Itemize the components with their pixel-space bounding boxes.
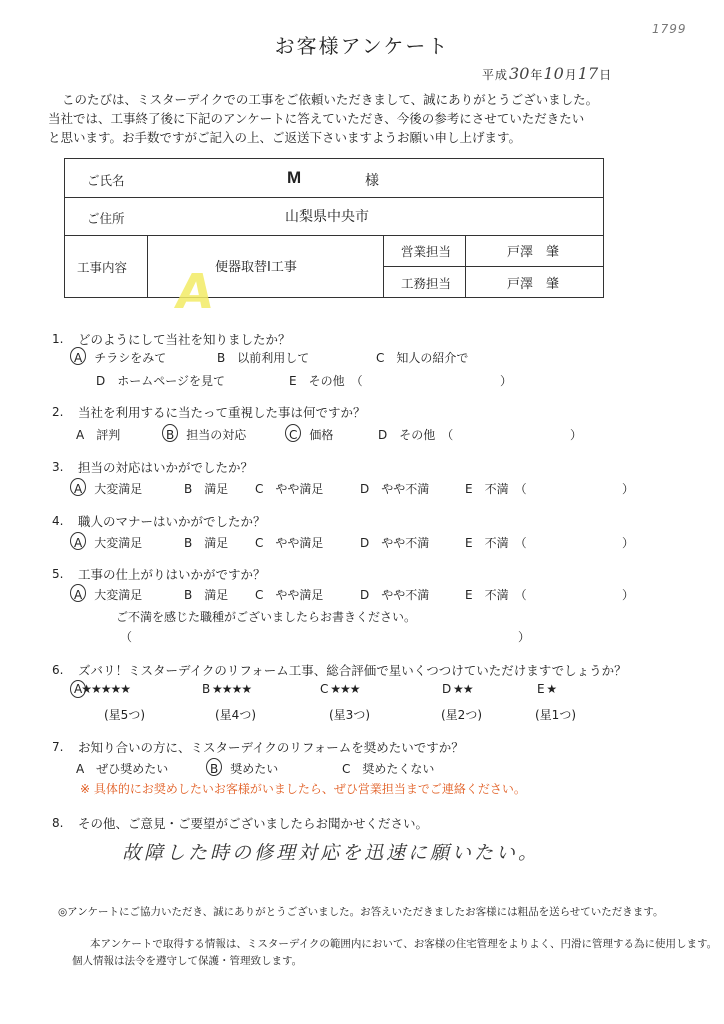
q5-option-d[interactable]: D やや不満 <box>360 588 430 602</box>
q1-option-b[interactable]: B 以前利用して <box>217 351 310 365</box>
q6-option-a[interactable]: A★★★★★ <box>74 682 130 696</box>
question-number: 2. <box>52 405 64 419</box>
customer-name: M <box>287 168 302 187</box>
question-number: 5. <box>52 567 64 581</box>
question-2-text: 当社を利用するに当たって重視した事は何ですか？ <box>78 405 366 420</box>
q4-option-e-close: ） <box>622 536 635 550</box>
name-suffix: 様 <box>365 173 379 189</box>
q5-sub-question: ご不満を感じた職種がございましたらお書きください。 <box>116 610 417 624</box>
works-rep: 戸澤 肇 <box>507 277 560 292</box>
q3-option-c[interactable]: C やや満足 <box>255 482 324 496</box>
q4-option-b[interactable]: B 満足 <box>184 536 229 550</box>
work-content: 便器取替I工事 <box>215 260 297 275</box>
q4-option-a[interactable]: A 大変満足 <box>74 536 143 550</box>
q8-handwritten-answer: 故障した時の修理対応を迅速に願いたい。 <box>122 842 541 864</box>
question-number: 4. <box>52 514 64 528</box>
survey-date <box>482 64 611 83</box>
intro-line: 当社では、工事終了後に下記のアンケートに答えていただき、今後の参考にさせていただきたい <box>48 111 585 126</box>
q7-option-a[interactable]: A ぜひ奨めたい <box>76 762 169 776</box>
q6-caption: (星2つ) <box>441 708 482 722</box>
q3-option-a[interactable]: A 大変満足 <box>74 482 143 496</box>
q7-note: ※ 具体的にお奨めしたいお客様がいましたら、ぜひ営業担当までご連絡ください。 <box>80 782 526 796</box>
q4-option-d[interactable]: D やや不満 <box>360 536 430 550</box>
page-number: 1799 <box>652 22 687 36</box>
question-4-text: 職人のマナーはいかがでしたか？ <box>78 514 266 529</box>
q6-option-c[interactable]: C ★★★ <box>320 682 360 696</box>
q6-caption: (星3つ) <box>329 708 370 722</box>
q3-option-d[interactable]: D やや不満 <box>360 482 430 496</box>
question-number: 7. <box>52 740 64 754</box>
q3-option-e-close: ） <box>622 482 635 496</box>
date-month: 10 <box>543 64 564 83</box>
question-6-text: ズバリ！ミスターデイクのリフォーム工事、総合評価で星いくつつけていただけますでしょうか？ <box>78 663 627 678</box>
q6-caption: (星5つ) <box>104 708 145 722</box>
q1-option-e[interactable]: E その他 （ <box>289 374 363 388</box>
q6-caption: (星1つ) <box>535 708 576 722</box>
q7-option-b[interactable]: B 奨めたい <box>210 762 279 776</box>
intro-line: と思います。お手数ですがご記入の上、ご返送下さいますようお願い申し上げます。 <box>48 130 522 145</box>
works-label: 工務担当 <box>401 276 452 291</box>
q4-option-c[interactable]: C やや満足 <box>255 536 324 550</box>
question-number: 3. <box>52 460 64 474</box>
q1-option-d[interactable]: D ホームページを見て <box>96 374 226 388</box>
date-year: 30 <box>509 64 530 83</box>
q2-option-d-close: ） <box>570 428 583 442</box>
date-year-label: 年 <box>530 68 543 82</box>
work-label: 工事内容 <box>77 260 128 275</box>
q1-option-a[interactable]: A チラシをみて <box>74 351 167 365</box>
date-day: 17 <box>577 64 599 83</box>
q3-option-b[interactable]: B 満足 <box>184 482 229 496</box>
question-number: 1. <box>52 332 64 346</box>
date-month-label: 月 <box>564 68 577 82</box>
question-7-text: お知り合いの方に、ミスターデイクのリフォームを奨めたいですか？ <box>78 740 464 755</box>
q6-option-b[interactable]: B ★★★★ <box>202 682 252 696</box>
footer-privacy: 本アンケートで取得する情報は、ミスターデイクの範囲内において、お客様の住宅管理をよりよく、円滑に管理する為に使用します。 <box>90 938 718 950</box>
footer-thanks: ◎アンケートにご協力いただき、誠にありがとうございました。お答えいただきましたお客様には粗品を送らせていただきます。 <box>58 906 664 918</box>
q5-sub-close: ） <box>518 630 531 644</box>
address-label: ご住所 <box>87 211 125 226</box>
highlighter-mark: A <box>172 264 218 320</box>
q2-option-b[interactable]: B 担当の対応 <box>166 428 247 442</box>
question-3-text: 担当の対応はいかがでしたか？ <box>78 460 254 475</box>
name-label: ご氏名 <box>87 173 125 188</box>
intro-text <box>48 90 678 147</box>
q5-option-a[interactable]: A 大変満足 <box>74 588 143 602</box>
q2-option-c[interactable]: C 価格 <box>289 428 334 442</box>
q6-option-d[interactable]: D ★★ <box>442 682 473 696</box>
question-8-text: その他、ご意見・ご要望がございましたらお聞かせください。 <box>78 816 429 831</box>
customer-address: 山梨県中央市 <box>285 209 369 225</box>
sales-rep: 戸澤 肇 <box>507 245 560 260</box>
question-1-text: どのようにして当社を知りましたか？ <box>78 332 291 347</box>
q1-option-c[interactable]: C 知人の紹介で <box>376 351 469 365</box>
sales-label: 営業担当 <box>401 244 452 259</box>
q3-option-e[interactable]: E 不満 （ <box>465 482 527 496</box>
customer-info-table <box>64 158 604 298</box>
question-number: 6. <box>52 663 64 677</box>
q5-option-b[interactable]: B 満足 <box>184 588 229 602</box>
page-title: お客様アンケート <box>274 34 450 58</box>
q5-option-e-close: ） <box>622 588 635 602</box>
q1-option-e-close: ） <box>500 374 513 388</box>
q6-option-e[interactable]: E ★ <box>537 682 557 696</box>
q2-option-d[interactable]: D その他 （ <box>378 428 454 442</box>
q5-option-c[interactable]: C やや満足 <box>255 588 324 602</box>
q5-option-e[interactable]: E 不満 （ <box>465 588 527 602</box>
footer-privacy: 個人情報は法令を遵守して保護・管理致します。 <box>72 955 303 967</box>
date-day-label: 日 <box>599 68 612 82</box>
q5-sub-open: （ <box>120 630 133 644</box>
q7-option-c[interactable]: C 奨めたくない <box>342 762 435 776</box>
question-number: 8. <box>52 816 64 830</box>
q2-option-a[interactable]: A 評判 <box>76 428 121 442</box>
question-5-text: 工事の仕上がりはいかがですか？ <box>78 567 266 582</box>
intro-line: このたびは、ミスターデイクでの工事をご依頼いただきまして、誠にありがとうございました。 <box>62 92 599 107</box>
q4-option-e[interactable]: E 不満 （ <box>465 536 527 550</box>
date-era: 平成 <box>482 68 509 82</box>
q6-caption: (星4つ) <box>215 708 256 722</box>
